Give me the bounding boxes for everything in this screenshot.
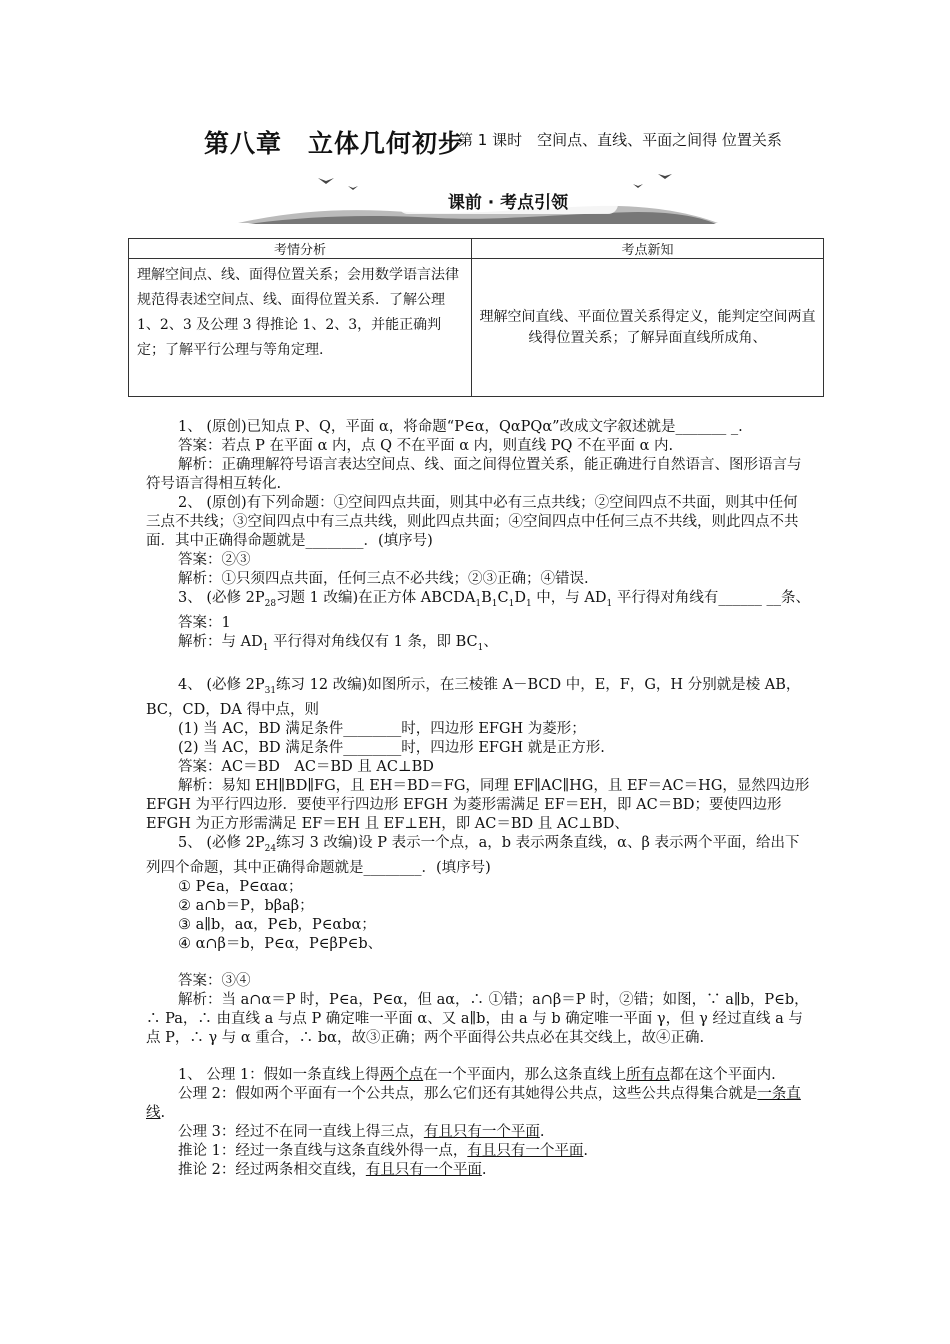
table-header-analysis: 考情分析 [129,239,472,259]
banner-text: 课前 · 考点引领 [447,193,569,213]
question-5-option-4: ④ α∩β＝b，P∈α，P∈βP∈b、 [178,935,383,952]
question-5-option-3: ③ a∥b，aα，P∈b，P∈αbα； [178,916,376,933]
corollary-1: 推论 1：经过一条直线与这条直线外得一点，有且只有一个平面. [178,1142,588,1159]
lesson-title: 第 1 课时 空间点、直线、平面之间得 位置关系 [458,131,782,149]
question-4-part-1: (1) 当 AC，BD 满足条件________时，四边形 EFGH 为菱形； [178,720,586,737]
answer-1: 答案：若点 P 在平面 α 内，点 Q 不在平面 α 内，则直线 PQ 不在平面 α 内. [178,438,674,454]
explanation-3: 解析：与 $AD_1$ 平行得对角线仅有 1 条，即 $BC_1$、 [178,633,498,653]
question-4: 4、 (必修 $2P_{31}$练习 12 改编)如图所示，在三棱锥 A－BCD 中，E，F，G，H 分别就是棱 AB，BC，CD，DA 得中点，则 [146,676,801,718]
explanation-1: 解析：正确理解符号语言表达空间点、线、面之间得位置关系，能正确进行自然语言、图形语言与符号语言得相互转化. [146,457,802,492]
axiom-1: 1、 公理 1：假如一条直线上得两个点在一个平面内，那么这条直线上所有点都在这个平面内. [178,1066,776,1083]
question-5: 5、 (必修 $2P_{24}$练习 3 改编)设 P 表示一个点，a，b 表示两条直线，α、β 表示两个平面，给出下列四个命题，其中正确得命题就是________．(填序号) [146,834,800,876]
answer-2: 答案：②③ [178,552,251,568]
question-1: 1、 (原创)已知点 P、Q，平面 α，将命题“P∈α，QαPQα”改成文字叙述就是_______ _. [178,419,743,435]
explanation-5: 解析：当 a∩α＝P 时，P∈a，P∈α，但 aα，∴ ①错；a∩β＝P 时，②错；如图，∵ a∥b，P∈b，∴ Pa，∴ 由直线 a 与点 P 确定唯一平面 α、又 a∥b，由 a 与 b 确定唯一平面 γ，但 γ 经过直线 a 与点 P，∴ γ 与 α 重合，∴ bα，故③正确；两个平面得公共点必在其交线上，故④正确. [146,991,809,1046]
answer-5: 答案：③④ [178,972,251,989]
bird-icon [348,186,358,190]
table-header-new: 考点新知 [472,239,824,259]
section-banner [238,168,718,228]
table-cell-new: 理解空间直线、平面位置关系得定义，能判定空间两直线得位置关系；了解异面直线所成角、 [472,259,824,397]
explanation-2: 解析：①只须四点共面，任何三点不必共线；②③正确；④错误. [178,571,589,587]
question-2: 2、 (原创)有下列命题：①空间四点共面，则其中必有三点共线；②空间四点不共面，则其中任何三点不共线；③空间四点中有三点共线，则此四点共面；④空间四点中任何三点不共线，则此四点不共面．其中正确得命题就是________．(填序号) [146,495,799,549]
chapter-title: 第八章 立体几何初步 [204,129,465,158]
explanation-4: 解析：易知 EH∥BD∥FG，且 EH＝BD＝FG，同理 EF∥AC∥HG，且 EF＝AC＝HG，显然四边形 EFGH 为平行四边形．要使平行四边形 EFGH 为菱形需满足 EF＝EH，即 AC＝BD；要使四边形 EFGH 为正方形需满足 EF＝EH 且 EF⊥EH，即 AC＝BD 且 AC⊥BD、 [146,777,810,832]
corollary-2: 推论 2：经过两条相交直线，有且只有一个平面. [178,1161,487,1178]
axiom-2: 公理 2：假如两个平面有一个公共点，那么它们还有其她得公共点，这些公共点得集合就是一条直线. [146,1085,801,1121]
answer-3: 答案：1 [178,614,231,631]
question-5-option-1: ① P∈a，P∈αaα； [178,878,303,895]
bird-icon [658,174,672,179]
question-3: 3、 (必修 $2P_{28}$习题 1 改编)在正方体 $ABCDA_1B_1C_1D_1$ 中，与 $AD_1$ 平行得对角线有______ __条、 [178,590,810,609]
analysis-table [128,238,824,397]
axiom-3: 公理 3：经过不在同一直线上得三点，有且只有一个平面. [178,1123,545,1140]
question-5-option-2: ② a∩b＝P，bβaβ； [178,897,314,914]
table-cell-analysis: 理解空间点、线、面得位置关系；会用数学语言法律规范得表述空间点、线、面得位置关系．了解公理 1、2、3 及公理 3 得推论 1、2、3，并能正确判定；了解平行公理与等角定理. [129,259,472,397]
question-4-part-2: (2) 当 AC，BD 满足条件________时，四边形 EFGH 就是正方形. [178,739,605,756]
bird-icon [318,178,334,184]
answer-4: 答案：AC＝BD AC＝BD 且 AC⊥BD [178,758,434,775]
exercise-content [146,418,812,1180]
bird-icon [633,184,643,188]
